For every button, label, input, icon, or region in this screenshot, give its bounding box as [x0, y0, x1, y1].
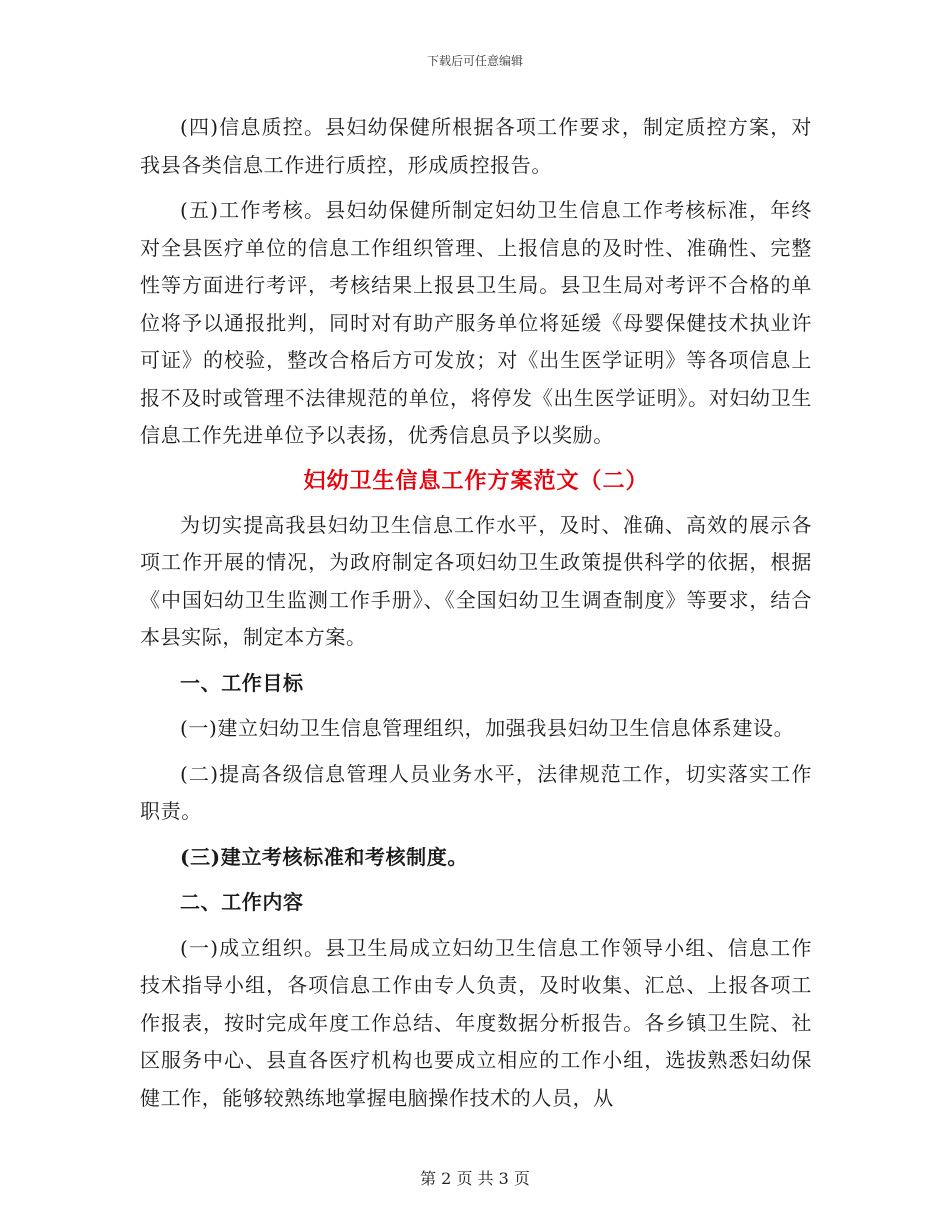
section-title: 妇幼卫生信息工作方案范文（二）	[303, 467, 649, 494]
heading-work-goals: 一、工作目标	[180, 670, 304, 695]
paragraph-goal-3: (三)建立考核标准和考核制度。	[180, 844, 468, 869]
paragraph-intro: 为切实提高我县妇幼卫生信息工作水平，及时、准确、高效的展示各项工作开展的情况，为政府制定各项妇幼卫生政策提供科学的依据，根据《中国妇幼卫生监测工作手册》、《全国妇幼卫生调查制度》等要求，结合本县实际，制定本方案。	[140, 512, 812, 649]
page-header: 下载后可任意编辑	[426, 54, 523, 68]
paragraph-work-assessment: (五)工作考核。县妇幼保健所制定妇幼卫生信息工作考核标准，年终对全县医疗单位的信息工作组织管理、上报信息的及时性、准确性、完整性等方面进行考评，考核结果上报县卫生局。县卫生局对考评不合格的单位将予以通报批判，同时对有助产服务单位将延缓《母婴保健技术执业许可证》的校验，整改合格后方可发放；对《出生医学证明》等各项信息上报不及时或管理不法律规范的单位，将停发《出生医学证明》。对妇幼卫生信息工作先进单位予以表扬，优秀信息员予以奖励。	[140, 198, 812, 447]
heading-work-content: 二、工作内容	[180, 890, 304, 914]
document-body	[140, 109, 812, 1125]
page-footer: 第 2 页 共 3 页	[420, 1169, 530, 1188]
paragraph-goal-2: (二)提高各级信息管理人员业务水平，法律规范工作，切实落实工作职责。	[140, 761, 812, 823]
paragraph-info-quality-control: (四)信息质控。县妇幼保健所根据各项工作要求，制定质控方案，对我县各类信息工作进行质控，形成质控报告。	[140, 115, 812, 177]
paragraph-content-1: (一)成立组织。县卫生局成立妇幼卫生信息工作领导小组、信息工作技术指导小组，各项信息工作由专人负责，及时收集、汇总、上报各项工作报表，按时完成年度工作总结、年度数据分析报告。各乡镇卫生院、社区服务中心、县直各医疗机构也要成立相应的工作小组，选拔熟悉妇幼保健工作，能够较熟练地掌握电脑操作技术的人员，从	[140, 935, 812, 1110]
paragraph-goal-1: (一)建立妇幼卫生信息管理组织，加强我县妇幼卫生信息体系建设。	[180, 716, 795, 740]
